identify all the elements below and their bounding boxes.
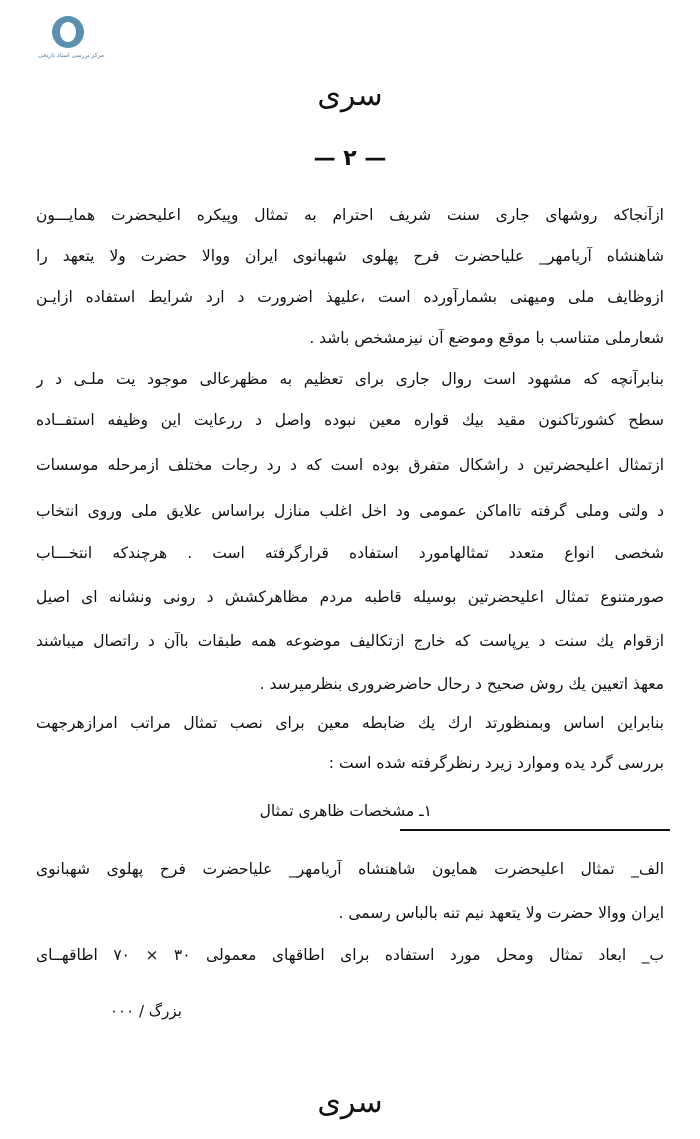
body-line-17: ب_ ابعاد تمثال ومحل مورد استفاده برای اطاقهای معمولی ۳۰ × ۷۰ اطاقهــای [36,946,664,964]
body-line-1: ازآنجاکه روشهای جاری سنت شریف احترام به تمثال وپیکره اعلیحضرت همایـــون [36,206,664,224]
body-line-3: ازوظایف ملی ومیهنی بشمارآورده است ،علیهذ اضرورت د ارد شرایط استفاده ازایـن [36,288,664,306]
classification-top: سری [317,78,383,113]
body-line-10: صورمتنوع تمثال اعلیحضرتین بوسیله قاطبه مردم مظاهرکشش د رونی ونشانه ای اصیل [36,588,664,606]
body-line-15: الف_ تمثال اعلیحضرت همایون شاهنشاه آریامهر_ علیاحضرت فرح پهلوی شهبانوی [36,860,664,878]
body-line-7: ازتمثال اعلیحضرتین د راشکال متفرق بوده است که د رد رجات مختلف ازمرحله موسسات [36,456,664,474]
heading-underline [400,829,670,831]
archive-logo-icon [52,16,84,48]
body-line-5: بنابرآنچه که مشهود است روال جاری برای تعظیم به مظهرعالی موجود یت ملـی د ر [36,370,664,388]
body-line-6: سطح کشورتاکنون مقید بیك قواره معین نبوده واصل د ررعایت این وظیفه استفــاده [36,411,664,429]
body-line-4: شعارملی متناسب با موقع وموضع آن نیزمشخص باشد . [309,329,664,347]
classification-bottom: سری [317,1085,383,1120]
body-line-14: بررسی گرد یده وموارد زیرد رنظرگرفته شده است : [328,754,664,772]
body-line-2: شاهنشاه آریامهر_ علیاحضرت فرح پهلوی شهبانوی ایران ووالا حضرت ولا یتعهد را [36,247,664,265]
body-line-16: ایران ووالا حضرت ولا یتعهد نیم تنه بالباس رسمی . [338,904,664,922]
section-heading: ۱ـ مشخصات ظاهری تمثال [259,802,432,820]
body-line-13: بنابراین اساس وبمنظورتد ارك یك ضابطه معین برای نصب تمثال مراتب امرازهرجهت [36,714,664,732]
footer-note: بزرگ / ۰۰۰ [110,1002,182,1020]
body-line-8: د ولتی وملی گرفته تااماکن عمومی ود اخل اغلب منازل براساس علایق ملی وروی انتخاب [36,502,664,520]
archive-logo-text: مرکز بررسی اسناد تاریخی [37,52,105,59]
body-line-11: ازقوام یك سنت د یرپاست که خارج ازتکالیف موضوعه همه طبقات باآن د راتصال میباشند [36,632,664,650]
archive-logo [28,16,114,62]
body-line-12: معهذ اتعیین یك روش صحیح د رحال حاضرضروری بنظرمیرسد . [259,675,664,693]
body-line-9: شخصی انواع متعدد تمثالهامورد استفاده قرارگرفته است . هرچندکه انتخـــاب [36,544,664,562]
page-number: — ۲ — [313,146,387,171]
